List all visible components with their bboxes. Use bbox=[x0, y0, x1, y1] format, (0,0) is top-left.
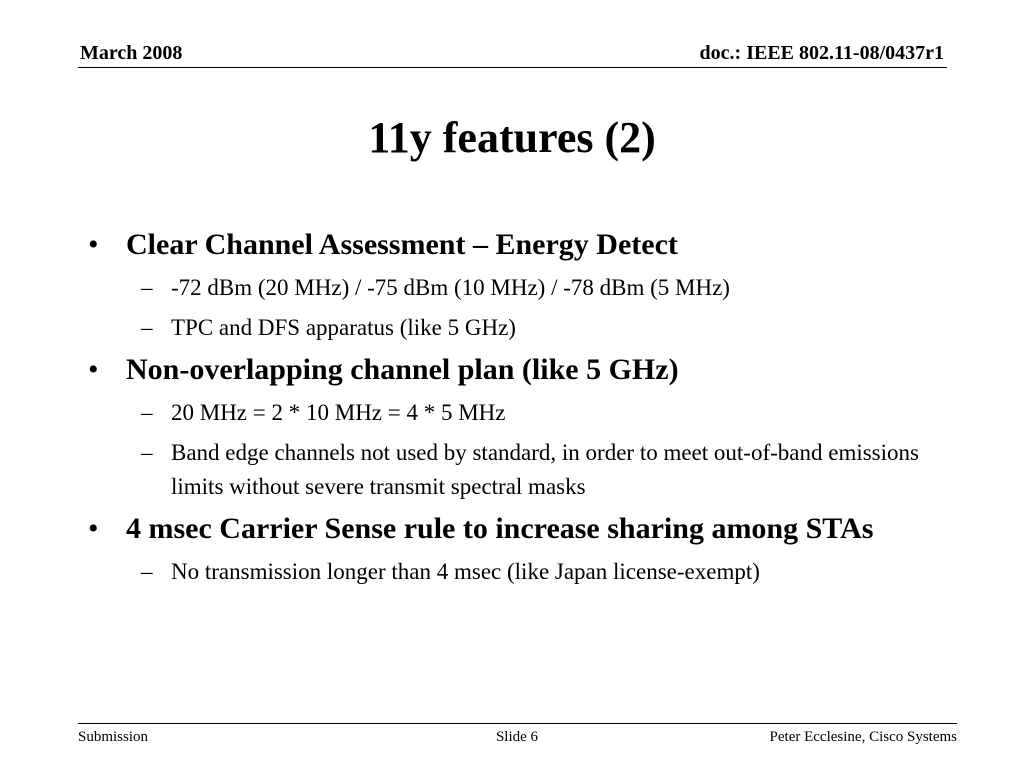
bullet-list bbox=[88, 226, 948, 589]
sub-bullet-item bbox=[126, 396, 948, 430]
sub-bullet-text: No transmission longer than 4 msec (like Japan license-exempt) bbox=[171, 559, 760, 584]
bullet-icon: • bbox=[88, 512, 99, 545]
bullet-icon: • bbox=[88, 228, 99, 261]
footer-author: Peter Ecclesine, Cisco Systems bbox=[769, 729, 957, 745]
sub-bullet-list bbox=[126, 396, 948, 504]
header-date: March 2008 bbox=[80, 42, 183, 64]
header-divider bbox=[78, 67, 947, 68]
footer-divider bbox=[78, 723, 957, 724]
sub-bullet-text: 20 MHz = 2 * 10 MHz = 4 * 5 MHz bbox=[171, 400, 506, 425]
bullet-text: Clear Channel Assessment – Energy Detect bbox=[126, 228, 678, 261]
footer-submission: Submission bbox=[78, 729, 149, 745]
header-document-id: doc.: IEEE 802.11-08/0437r1 bbox=[699, 42, 944, 64]
sub-bullet-item bbox=[126, 311, 948, 345]
bullet-item-channel-plan bbox=[88, 351, 948, 504]
sub-bullet-item bbox=[126, 555, 948, 589]
sub-bullet-item bbox=[126, 436, 948, 504]
bullet-item-carrier-sense bbox=[88, 510, 948, 589]
dash-icon: – bbox=[141, 440, 153, 465]
sub-bullet-text: Band edge channels not used by standard, in order to meet out-of-band emissions limits without severe transmit spectral masks bbox=[171, 440, 919, 499]
bullet-item-cca bbox=[88, 226, 948, 345]
dash-icon: – bbox=[141, 400, 153, 425]
slide-title: 11y features (2) bbox=[368, 113, 656, 162]
dash-icon: – bbox=[141, 275, 153, 300]
sub-bullet-item bbox=[126, 271, 948, 305]
sub-bullet-text: TPC and DFS apparatus (like 5 GHz) bbox=[171, 315, 516, 340]
dash-icon: – bbox=[141, 559, 153, 584]
sub-bullet-list bbox=[126, 271, 948, 345]
bullet-text: Non-overlapping channel plan (like 5 GHz) bbox=[126, 353, 679, 386]
bullet-text: 4 msec Carrier Sense rule to increase sharing among STAs bbox=[126, 512, 874, 545]
footer-slide-number: Slide 6 bbox=[495, 729, 539, 745]
sub-bullet-list bbox=[126, 555, 948, 589]
sub-bullet-text: -72 dBm (20 MHz) / -75 dBm (10 MHz) / -78 dBm (5 MHz) bbox=[171, 275, 730, 300]
bullet-icon: • bbox=[88, 353, 99, 386]
dash-icon: – bbox=[141, 315, 153, 340]
